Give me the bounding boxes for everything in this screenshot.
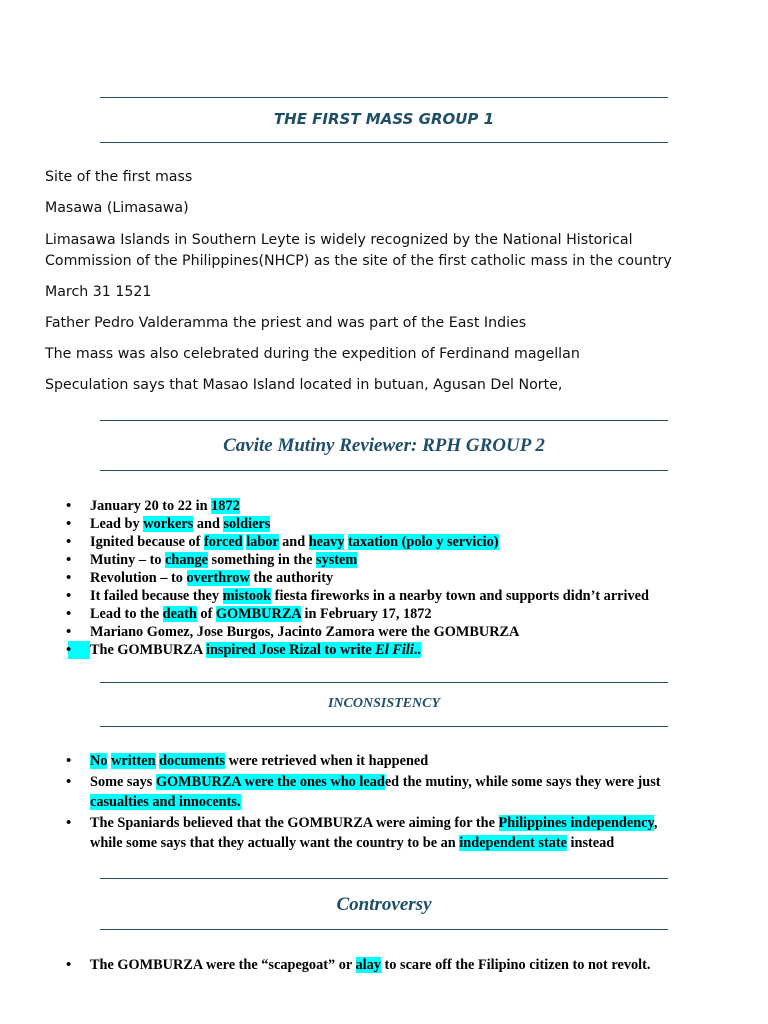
- bullet-list: [90, 751, 710, 854]
- list-item: • The Spaniards believed that the GOMBURZA were aiming for the Philippines independency, while some says that they actually want the country to be an independent state instead: [90, 813, 710, 854]
- list-item: • Mutiny – to change something in the system: [90, 551, 710, 569]
- paragraph: Commission of the Philippines(NHCP) as the site of the first catholic mass in the country: [45, 253, 672, 269]
- paragraph: Speculation says that Masao Island located in butuan, Agusan Del Norte,: [45, 377, 563, 393]
- list-item: • The GOMBURZA inspired Jose Rizal to write El Fili..: [90, 641, 710, 659]
- list-item: • Lead to the death of GOMBURZA in February 17, 1872: [90, 605, 710, 623]
- list-item: • Revolution – to overthrow the authority: [90, 569, 710, 587]
- list-item: • It failed because they mistook fiesta fireworks in a nearby town and supports didn’t arrived: [90, 587, 710, 605]
- paragraph: Limasawa Islands in Southern Leyte is widely recognized by the National Historical: [45, 232, 633, 248]
- bullet-list: [90, 955, 710, 976]
- divider: [100, 97, 668, 98]
- divider: [100, 929, 668, 930]
- divider: [100, 682, 668, 683]
- section-title: THE FIRST MASS GROUP 1: [273, 110, 495, 128]
- divider: [100, 420, 668, 421]
- section-title: Controversy: [336, 894, 432, 915]
- paragraph: Father Pedro Valderamma the priest and was part of the East Indies: [45, 315, 527, 331]
- paragraph: Site of the first mass: [45, 169, 193, 185]
- section-title: INCONSISTENCY: [327, 696, 441, 711]
- paragraph: March 31 1521: [45, 284, 152, 300]
- list-item: • No written documents were retrieved when it happened: [90, 751, 710, 772]
- list-item: • Mariano Gomez, Jose Burgos, Jacinto Zamora were the GOMBURZA: [90, 623, 710, 641]
- divider: [100, 878, 668, 879]
- paragraph: Masawa (Limasawa): [45, 200, 189, 216]
- list-item: • Some says GOMBURZA were the ones who leaded the mutiny, while some says they were just casualties and innocents.: [90, 772, 710, 813]
- divider: [100, 726, 668, 727]
- divider: [100, 470, 668, 471]
- bullet-list: [90, 497, 710, 659]
- list-item: • January 20 to 22 in 1872: [90, 497, 710, 515]
- list-item: • The GOMBURZA were the “scapegoat” or alay to scare off the Filipino citizen to not revolt.: [90, 955, 710, 976]
- section-title: Cavite Mutiny Reviewer: RPH GROUP 2: [223, 435, 545, 456]
- list-item: • Lead by workers and soldiers: [90, 515, 710, 533]
- list-item: • Ignited because of forced labor and heavy taxation (polo y servicio): [90, 533, 710, 551]
- paragraph: The mass was also celebrated during the expedition of Ferdinand magellan: [45, 346, 580, 362]
- divider: [100, 142, 668, 143]
